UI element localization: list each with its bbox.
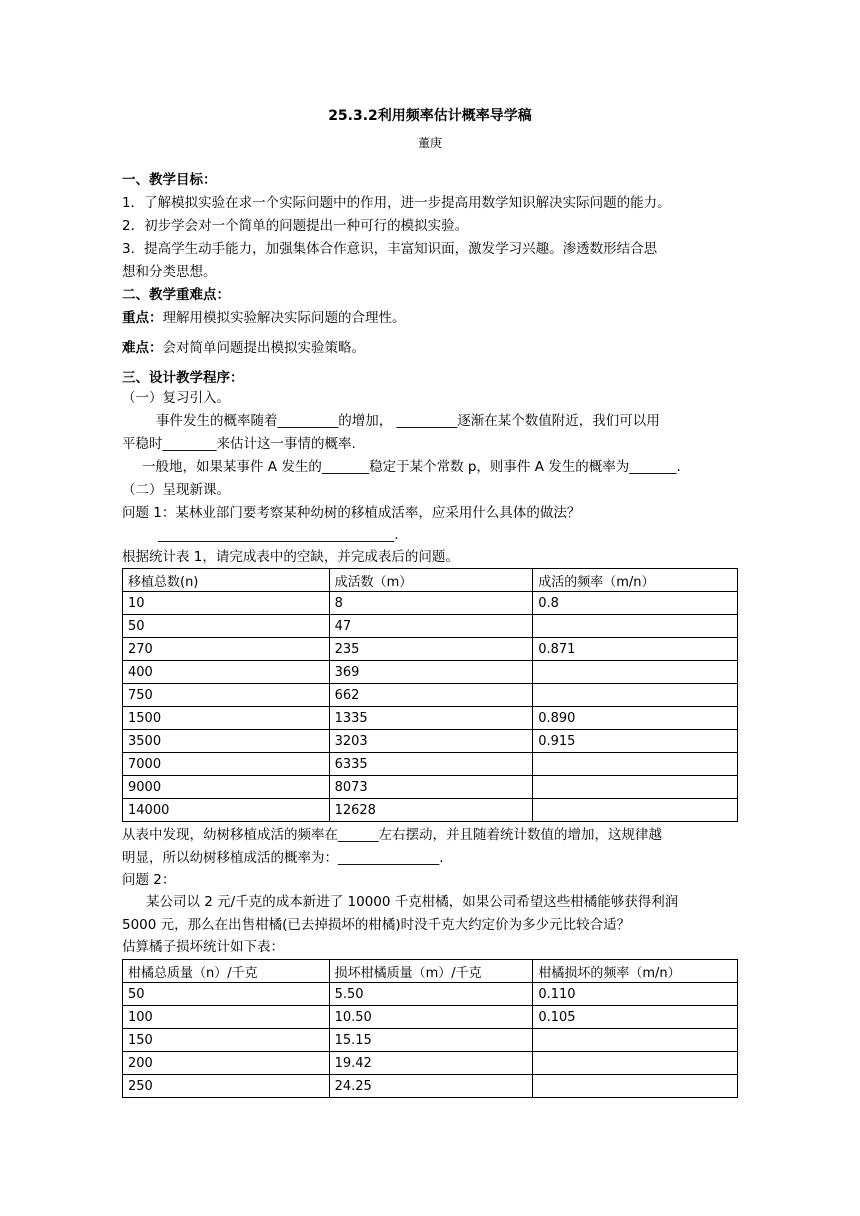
table-cell: 0.8 (533, 592, 738, 615)
table-cell: 3500 (123, 730, 330, 753)
table-row (123, 1052, 738, 1075)
orange-damage-table (122, 959, 738, 1098)
difficult-point-text: 会对简单问题提出模拟实验策略。 (162, 340, 365, 356)
table-cell: 8073 (329, 776, 533, 799)
table-cell (533, 684, 738, 707)
table-row (123, 1006, 738, 1029)
part1-heading: （一）复习引入。 (122, 390, 230, 406)
table-row (123, 615, 738, 638)
table-cell: 200 (123, 1052, 330, 1075)
table-row (123, 983, 738, 1006)
table2-intro: 估算橘子损坏统计如下表： (122, 939, 284, 955)
table-cell: 47 (329, 615, 533, 638)
part2-heading: （二）呈现新课。 (122, 482, 230, 498)
table1-intro: 根据统计表 1，请完成表中的空缺，并完成表后的问题。 (122, 549, 459, 565)
objective-item-3: 3．提高学生动手能力，加强集体合作意识，丰富知识面，激发学习兴趣。渗透数形结合思 (122, 241, 658, 257)
table-cell: 50 (123, 983, 330, 1006)
table-header-cell: 成活数（m） (329, 569, 533, 592)
table-row (123, 776, 738, 799)
document-title: 25.3.2利用频率估计概率导学稿 (328, 108, 532, 124)
table-cell: 0.110 (533, 983, 738, 1006)
question-2-label: 问题 2： (122, 872, 176, 888)
table-cell: 0.105 (533, 1006, 738, 1029)
table-cell: 7000 (123, 753, 330, 776)
key-point-label: 重点： (122, 310, 163, 326)
table-cell: 1500 (123, 707, 330, 730)
objective-item-2: 2．初步学会对一个简单的问题提出一种可行的模拟实验。 (122, 218, 469, 234)
table-cell: 662 (329, 684, 533, 707)
transplant-table (122, 568, 738, 822)
table-cell: 1335 (329, 707, 533, 730)
table-row (123, 730, 738, 753)
table-cell: 6335 (329, 753, 533, 776)
table-header-cell: 柑橘总质量（n）/千克 (123, 960, 330, 983)
table-header-row (123, 960, 738, 983)
table-row (123, 592, 738, 615)
table-row (123, 1075, 738, 1098)
table-cell: 0.915 (533, 730, 738, 753)
table-header-cell: 损坏柑橘质量（m）/千克 (329, 960, 533, 983)
table-cell: 270 (123, 638, 330, 661)
section2-heading: 二、教学重难点： (122, 287, 230, 303)
table-cell: 9000 (123, 776, 330, 799)
table-cell: 10.50 (329, 1006, 533, 1029)
table-cell (533, 1029, 738, 1052)
table-cell: 8 (329, 592, 533, 615)
table-cell: 3203 (329, 730, 533, 753)
table-cell: 0.890 (533, 707, 738, 730)
objective-item-3-cont: 想和分类思想。 (122, 264, 217, 280)
table-row (123, 707, 738, 730)
question-1-answer-blank: ___________________________________. (158, 527, 399, 543)
table-cell (533, 776, 738, 799)
table-cell (533, 1075, 738, 1098)
table-cell: 400 (123, 661, 330, 684)
review-definition: 一般地，如果某事件 A 发生的_______稳定于某个常数 p，则事件 A 发生的概率为_______. (142, 459, 681, 475)
author-name: 董庚 (417, 136, 442, 150)
review-line-2: 平稳时________来估计这一事情的概率. (122, 436, 356, 452)
table-header-cell: 成活的频率（m/n） (533, 569, 738, 592)
table-header-cell: 柑橘损坏的频率（m/n） (533, 960, 738, 983)
table-cell: 5.50 (329, 983, 533, 1006)
table-cell: 15.15 (329, 1029, 533, 1052)
table-cell: 750 (123, 684, 330, 707)
section3-heading: 三、设计教学程序： (122, 370, 244, 386)
table-header-cell: 移植总数(n) (123, 569, 330, 592)
table-cell: 100 (123, 1006, 330, 1029)
table-cell: 14000 (123, 799, 330, 822)
table-row (123, 1029, 738, 1052)
table-cell: 369 (329, 661, 533, 684)
table-cell (533, 1052, 738, 1075)
table-cell (533, 753, 738, 776)
key-point (122, 309, 406, 328)
table-row (123, 684, 738, 707)
table-row (123, 753, 738, 776)
table-cell: 10 (123, 592, 330, 615)
key-point-text: 理解用模拟实验解决实际问题的合理性。 (162, 310, 406, 326)
question-2-line-2: 5000 元，那么在出售柑橘(已去掉损坏的柑橘)时没千克大约定价为多少元比较合适？ (122, 917, 631, 933)
difficult-point (122, 339, 365, 358)
table-cell: 24.25 (329, 1075, 533, 1098)
section1-heading: 一、教学目标： (122, 172, 217, 188)
table-cell: 19.42 (329, 1052, 533, 1075)
question-2-line-1: 某公司以 2 元/千克的成本新进了 10000 千克柑橘，如果公司希望这些柑橘能够获得利润 (146, 894, 679, 910)
table-cell: 50 (123, 615, 330, 638)
table-cell (533, 615, 738, 638)
table-cell: 12628 (329, 799, 533, 822)
conclusion-line-1: 从表中发现，幼树移植成活的频率在______左右摆动，并且随着统计数值的增加，这规律越 (122, 827, 662, 843)
table-cell (533, 661, 738, 684)
table-cell: 0.871 (533, 638, 738, 661)
table-row (123, 638, 738, 661)
question-1: 问题 1：某林业部门要考察某种幼树的移植成活率，应采用什么具体的做法？ (122, 505, 581, 521)
objective-item-1: 1．了解模拟实验在求一个实际问题中的作用，进一步提高用数学知识解决实际问题的能力。 (122, 195, 671, 211)
table-cell: 150 (123, 1029, 330, 1052)
table-cell (533, 799, 738, 822)
review-line-1: 事件发生的概率随着_________的增加， _________逐渐在某个数值附近，我们可以用 (156, 413, 660, 429)
table-row (123, 661, 738, 684)
table-header-row (123, 569, 738, 592)
conclusion-line-2: 明显，所以幼树移植成活的概率为：_______________. (122, 850, 444, 866)
table-cell: 235 (329, 638, 533, 661)
difficult-point-label: 难点： (122, 340, 163, 356)
table-cell: 250 (123, 1075, 330, 1098)
table-row (123, 799, 738, 822)
